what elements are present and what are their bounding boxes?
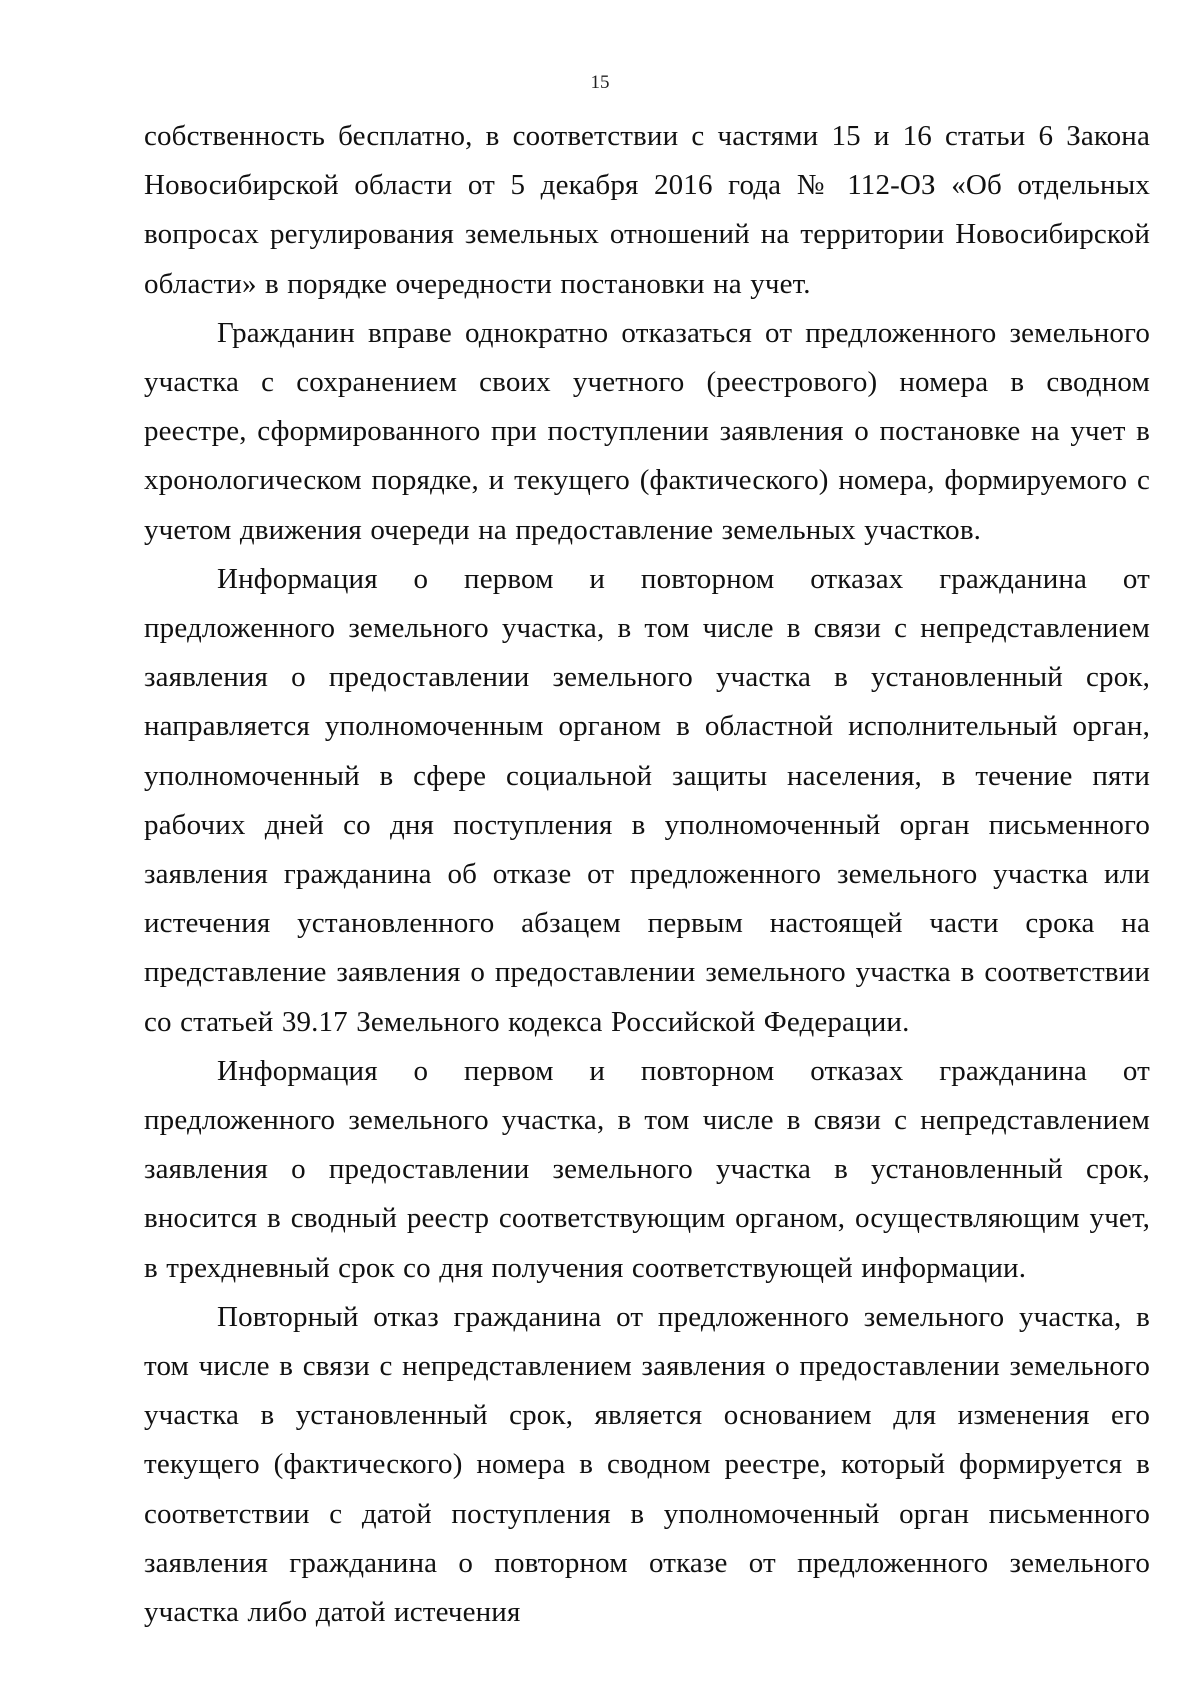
paragraph-2: Гражданин вправе однократно отказаться от предложенного земельного участка с сохранением своих учетного (реестрового) номера в сводном реестре, сформированного при поступлении заявления о постановке на учет в хронологическом порядке, и текущего (фактического) номера, формируемого с учетом движения очереди на предоставление земельных участков. bbox=[144, 316, 1150, 546]
page-number: 15 bbox=[590, 72, 610, 93]
paragraph-5: Повторный отказ гражданина от предложенного земельного участка, в том числе в связи с непредставлением заявления о предоставлении земельного участка в установленный срок, является основанием для изменения его текущего (фактического) номера в сводном реестре, который формируется в соответствии с датой поступления в уполномоченный орган письменного заявления гражданина о повторном отказе от предложенного земельного участка либо датой истечения bbox=[144, 1300, 1150, 1629]
paragraph-1-continuation: собственность бесплатно, в соответствии с частями 15 и 16 статьи 6 Закона Новосибирской области от 5 декабря 2016 года № 112-ОЗ «Об отдельных вопросах регулирования земельных отношений на территории Новосибирской области» в порядке очередности постановки на учет. bbox=[144, 120, 1150, 300]
paragraph-4: Информация о первом и повторном отказах гражданина от предложенного земельного участка, в том числе в связи с непредставлением заявления о предоставлении земельного участка в установленный срок, вносится в сводный реестр соответствующим органом, осуществляющим учет, в трехдневный срок со дня получения соответствующей информации. bbox=[144, 1054, 1150, 1284]
paragraph-3: Информация о первом и повторном отказах гражданина от предложенного земельного участка, в том числе в связи с непредставлением заявления о предоставлении земельного участка в установленный срок, направляется уполномоченным органом в областной исполнительный орган, уполномоченный в сфере социальной защиты населения, в течение пяти рабочих дней со дня поступления в уполномоченный орган письменного заявления гражданина об отказе от предложенного земельного участка или истечения установленного абзацем первым настоящей части срока на представление заявления о предоставлении земельного участка в соответствии со статьей 39.17 Земельного кодекса Российской Федерации. bbox=[144, 562, 1150, 1038]
document-body bbox=[144, 112, 1150, 1637]
